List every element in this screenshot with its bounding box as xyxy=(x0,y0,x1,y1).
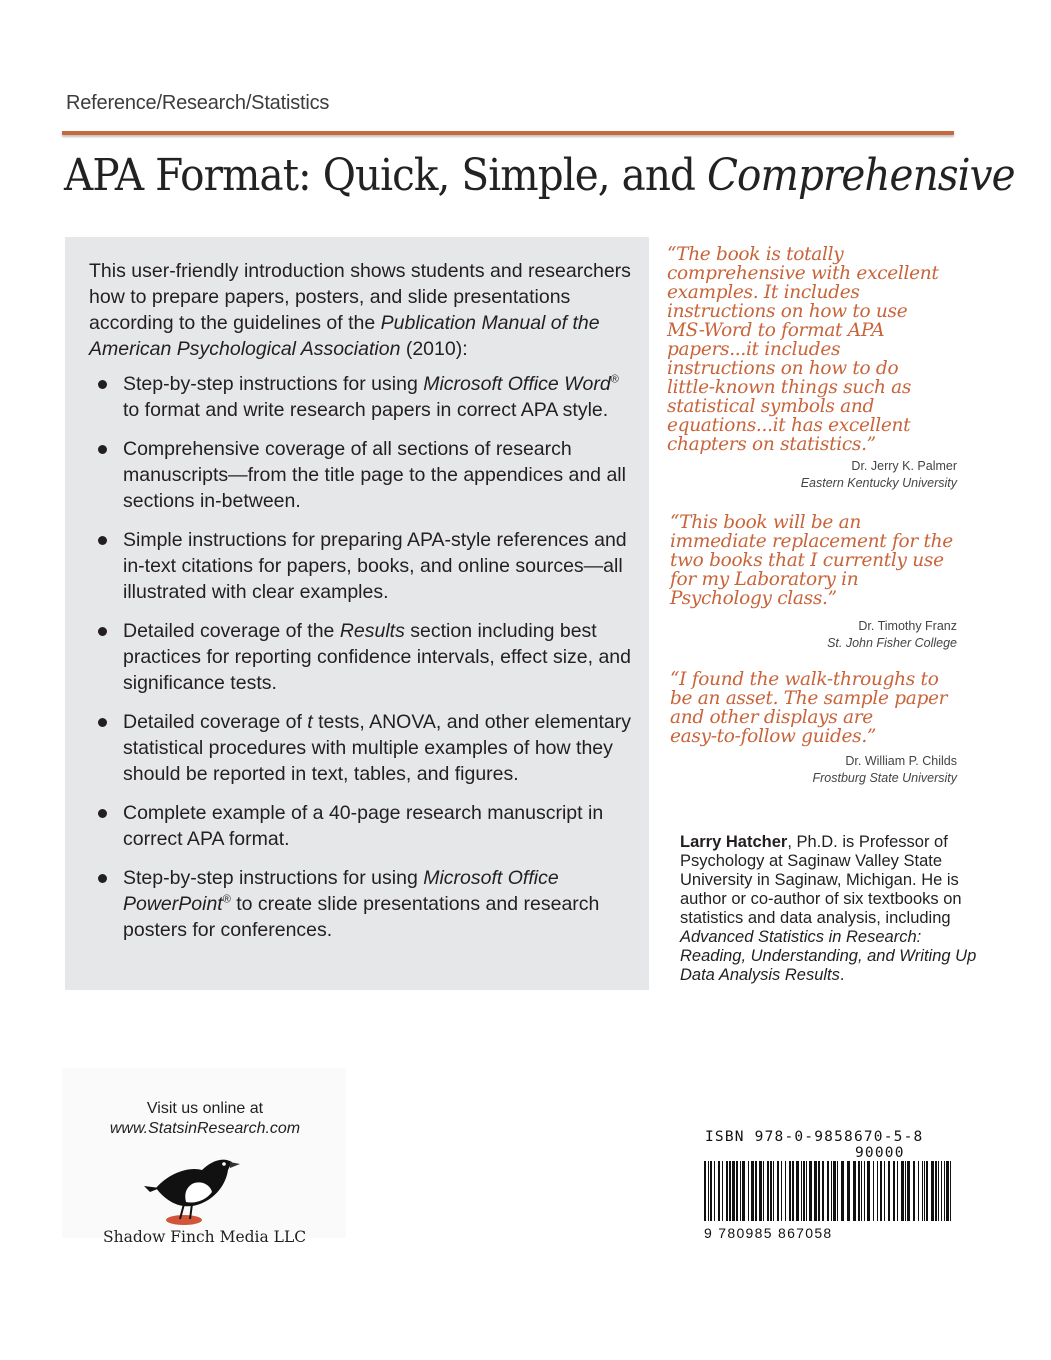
barcode-bar xyxy=(773,1161,774,1221)
bullet-icon xyxy=(98,874,107,883)
reviewer-affiliation: Eastern Kentucky University xyxy=(800,476,957,490)
intro-year: (2010): xyxy=(405,338,468,360)
barcode-bar xyxy=(751,1161,754,1221)
barcode-bar xyxy=(837,1161,838,1221)
barcode-bar xyxy=(777,1161,779,1221)
title-main: APA Format: Quick, Simple, and xyxy=(64,150,696,201)
barcode-bar xyxy=(792,1161,794,1221)
feature-item: Step-by-step instructions for using Microsoft Office Word® to format and write research papers in correct APA style. xyxy=(95,371,640,423)
barcode-bar xyxy=(888,1161,890,1221)
intro-text: This user-friendly introduction shows students and researchers how to prepare papers, posters, and slide presentations according to the guidelines of the xyxy=(89,260,631,334)
reviewer-name: Dr. Jerry K. Palmer xyxy=(851,459,957,473)
barcode-bar xyxy=(714,1161,715,1221)
barcode-bar xyxy=(922,1161,923,1221)
header-rule xyxy=(62,131,954,135)
barcode-bar xyxy=(918,1161,919,1221)
barcode-bar xyxy=(950,1161,951,1221)
barcode-bar xyxy=(833,1161,836,1221)
bullet-icon xyxy=(98,718,107,727)
intro-publication: Publication Manual of the American Psychological Association xyxy=(89,312,600,360)
barcode-bar xyxy=(767,1161,769,1221)
website-link[interactable]: www.StatsinResearch.com xyxy=(109,1120,301,1137)
price-code: 90000 xyxy=(855,1145,905,1161)
testimonial-attribution xyxy=(667,753,957,787)
barcode-bar xyxy=(789,1161,791,1221)
barcode-bar xyxy=(877,1161,878,1221)
finch-bird-icon xyxy=(140,1140,240,1226)
barcode-bar xyxy=(710,1161,712,1221)
barcode-bar xyxy=(818,1161,820,1221)
barcode-bar xyxy=(809,1161,812,1221)
feature-item: Step-by-step instructions for using Microsoft Office PowerPoint® to create slide presentations and research posters for conferences. xyxy=(95,865,640,943)
intro-paragraph xyxy=(89,258,634,362)
barcode-bar xyxy=(803,1161,805,1221)
barcode-bar xyxy=(897,1161,898,1221)
barcode-bar xyxy=(944,1161,945,1221)
barcode-bar xyxy=(901,1161,904,1221)
feature-item: Detailed coverage of the Results section including best practices for reporting confidence intervals, effect size, and significance tests. xyxy=(95,618,640,696)
feature-list xyxy=(95,371,640,956)
reviewer-affiliation: St. John Fisher College xyxy=(827,636,957,650)
reviewer-affiliation: Frostburg State University xyxy=(812,771,957,785)
barcode-bar xyxy=(770,1161,772,1221)
barcode-bar xyxy=(763,1161,764,1221)
barcode-bar xyxy=(729,1161,731,1221)
testimonial-attribution xyxy=(667,458,957,492)
testimonial-attribution xyxy=(667,618,957,652)
barcode-bar xyxy=(858,1161,860,1221)
barcode-bar xyxy=(785,1161,786,1221)
bullet-icon xyxy=(98,445,107,454)
bullet-icon xyxy=(98,536,107,545)
publisher-name: Shadow Finch Media LLC xyxy=(103,1228,307,1246)
barcode-bar xyxy=(704,1161,706,1221)
barcode-bar xyxy=(742,1161,745,1221)
book-title xyxy=(64,150,1015,201)
feature-item: Comprehensive coverage of all sections of research manuscripts—from the title page to the appendices and all sections in-between. xyxy=(95,436,640,514)
barcode-bar xyxy=(755,1161,757,1221)
barcode-bar xyxy=(864,1161,865,1221)
author-book-title: Advanced Statistics in Research: Reading, Understanding, and Writing Up Data Analysis Results xyxy=(680,928,977,984)
barcode-bar xyxy=(822,1161,824,1221)
barcode-bar xyxy=(926,1161,928,1221)
barcode-bar xyxy=(726,1161,728,1221)
barcode-bar xyxy=(781,1161,782,1221)
barcode-bar xyxy=(931,1161,934,1221)
feature-item: Complete example of a 40-page research manuscript in correct APA format. xyxy=(95,800,640,852)
barcode-bar xyxy=(884,1161,885,1221)
barcode-bar xyxy=(907,1161,910,1221)
barcode-bar xyxy=(708,1161,709,1221)
barcode-bar xyxy=(801,1161,802,1221)
barcode-bar xyxy=(722,1161,723,1221)
barcode-bar xyxy=(736,1161,738,1221)
barcode-bar xyxy=(946,1161,949,1221)
feature-item: Simple instructions for preparing APA-style references and in-text citations for papers, books, and online sources—all illustrated with clear examples. xyxy=(95,527,640,605)
visit-label: Visit us online at xyxy=(146,1100,264,1117)
barcode-bar xyxy=(880,1161,882,1221)
feature-item: Detailed coverage of t tests, ANOVA, and other elementary statistical procedures with multiple examples of how they should be reported in text, tables, and figures. xyxy=(95,709,640,787)
barcode-bar xyxy=(905,1161,906,1221)
isbn-label: ISBN 978-0-9858670-5-8 xyxy=(705,1129,924,1145)
barcode-bar xyxy=(806,1161,807,1221)
barcode-bar xyxy=(867,1161,870,1221)
barcode-bar xyxy=(796,1161,799,1221)
barcode-number: 9 780985 867058 xyxy=(704,1225,833,1241)
barcode-bar xyxy=(893,1161,895,1221)
testimonial-quote: “The book is totally comprehensive with excellent examples. It includes instructions on how to use MS-Word to format APA papers...it includes instructions on how to do little-known things such as statistical symbols and equations...it has excellent chapters on statistics.” xyxy=(667,244,939,455)
barcode-bar xyxy=(841,1161,844,1221)
reviewer-name: Dr. William P. Childs xyxy=(845,754,957,768)
barcode-bar xyxy=(740,1161,741,1221)
barcode-bar xyxy=(827,1161,829,1221)
barcode-bar xyxy=(759,1161,762,1221)
website-info xyxy=(60,1099,350,1139)
barcode-bar xyxy=(814,1161,817,1221)
category-label: Reference/Research/Statistics xyxy=(66,92,330,114)
testimonial-quote: “I found the walk-throughs to be an asset. The sample paper and other displays are easy-to-follow guides.” xyxy=(670,669,948,747)
barcode-bar xyxy=(924,1161,925,1221)
barcode-bar xyxy=(748,1161,749,1221)
barcode-bar xyxy=(732,1161,735,1221)
author-bio: Larry Hatcher, Ph.D. is Professor of Psychology at Saginaw Valley State University in Saginaw, Michigan. He is author or co-author of six textbooks on statistics and data analysis, including Advanced Statistics in Research: Reading, Understanding, and Writing Up Data Analysis Results. xyxy=(680,833,977,984)
barcode-bar xyxy=(873,1161,874,1221)
barcode-icon xyxy=(702,1161,954,1223)
barcode-bar xyxy=(861,1161,862,1221)
author-name: Larry Hatcher xyxy=(680,833,788,851)
barcode-bar xyxy=(853,1161,856,1221)
barcode-bar xyxy=(913,1161,915,1221)
barcode-bar xyxy=(831,1161,832,1221)
barcode-bar xyxy=(935,1161,937,1221)
testimonial-quote: “This book will be an immediate replacement for the two books that I currently use for my Laboratory in Psychology class.” xyxy=(670,512,953,609)
reviewer-name: Dr. Timothy Franz xyxy=(858,619,957,633)
title-emphasis: Comprehensive xyxy=(706,150,1015,201)
bullet-icon xyxy=(98,809,107,818)
barcode-bar xyxy=(938,1161,939,1221)
bullet-icon xyxy=(98,627,107,636)
barcode-bar xyxy=(847,1161,850,1221)
bullet-icon xyxy=(98,380,107,389)
barcode-bar xyxy=(718,1161,720,1221)
barcode-bar xyxy=(941,1161,942,1221)
